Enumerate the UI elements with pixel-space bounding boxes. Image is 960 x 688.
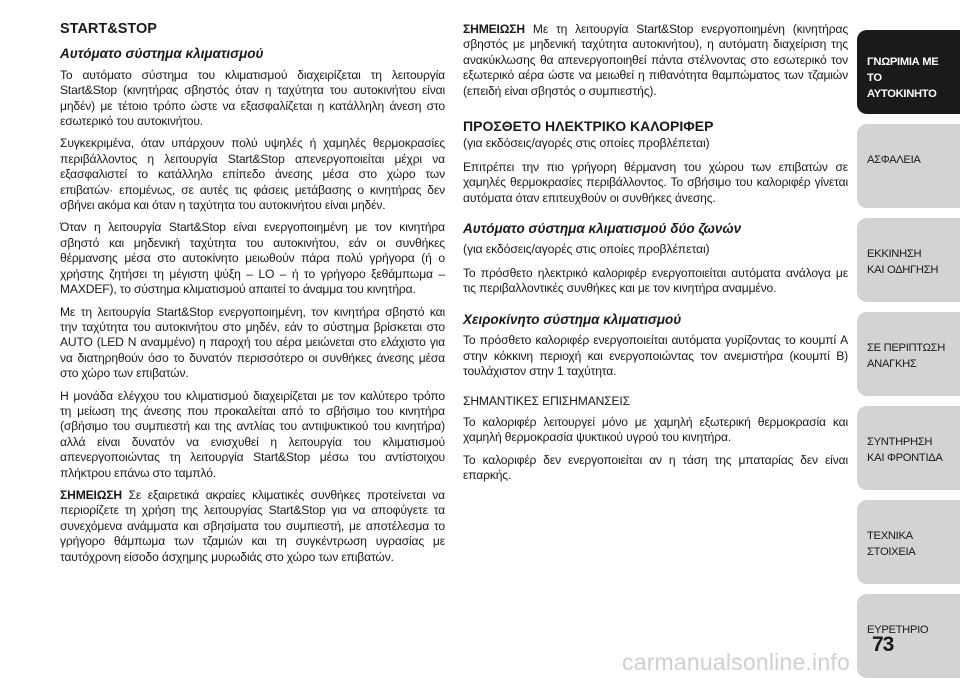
- tab-label: ΣΕ ΠΕΡΙΠΤΩΣΗ: [867, 342, 946, 354]
- right-column: [463, 22, 848, 490]
- tab-label: ΣΤΟΙΧΕΙΑ: [867, 546, 916, 558]
- important-note-item: Το καλοριφέρ δεν ενεργοποιείται αν η τάση της μπαταρίας δεν είναι επαρκής.: [463, 452, 848, 482]
- tab-starting-driving[interactable]: [857, 218, 960, 302]
- section-availability-note: (για εκδόσεις/αγορές στις οποίες προβλέπεται): [463, 136, 710, 151]
- tab-safety[interactable]: [857, 124, 960, 208]
- body-paragraph: Το πρόσθετο καλοριφέρ ενεργοποιείται αυτόματα γυρίζοντας το κουμπί A στην κόκκινη περιοχή και ενεργοποιώντας τον ανεμιστήρα (κουμπί B) τουλάχιστον στην 1 ταχύτητα.: [463, 333, 848, 378]
- tab-maintenance-care[interactable]: [857, 406, 960, 490]
- tab-label: ΕΚΚΙΝΗΣΗ: [867, 248, 922, 260]
- body-paragraph: Με τη λειτουργία Start&Stop ενεργοποιημένη, τον κινητήρα σβηστό και την ταχύτητα του αυτοκινήτου στο μηδέν, εάν το σύστημα βρίσκεται στο AUTO (LED N αναμμένο) η παροχή του αέρα μειώνεται στο ελάχιστο για να διατηρηθούν όσο το δυνατόν περισσότερο οι συνθήκες άνεσης μέσα στο χώρο των επιβατών.: [60, 304, 445, 381]
- tab-label: ΑΥΤΟΚΙΝΗΤΟ: [867, 88, 937, 100]
- page-number: 73: [872, 633, 894, 656]
- section-subheading: Χειροκίνητο σύστημα κλιματισμού: [463, 311, 682, 327]
- note-paragraph: [463, 22, 848, 99]
- tab-label: ΚΑΙ ΟΔΗΓΗΣΗ: [867, 264, 939, 276]
- note-label: ΣΗΜΕΙΩΣΗ: [463, 22, 525, 36]
- tab-label: ΣΥΝΤΗΡΗΣΗ: [867, 436, 933, 448]
- body-paragraph: Όταν η λειτουργία Start&Stop είναι ενεργοποιημένη με τον κινητήρα σβηστό και μηδενική ταχύτητα του αυτοκινήτου, εάν οι συνθήκες θέρμανσης μέσα στο αυτοκίνητο μειωθούν πάρα πολύ γρήγορα (ή ο χρήστης ζητήσει τη μέγιστη ψύξη – LO – ή το γρήγορο ξεθάμπωμα – MAXDEF), το σύστημα κλιματισμού απαιτεί το άναμμα του κινητήρα.: [60, 220, 445, 297]
- note-text: Σε εξαιρετικά ακραίες κλιματικές συνθήκες προτείνεται να περιορίζετε τη χρήση της λειτουργίας Start&Stop για να αποφύγετε τα συνεχόμενα ανάμματα και σβησίματα του συμπιεστή, με αποτέλεσμα το γρήγορο θάμπωμα των τζαμιών και τη συγκέντρωση υγρασίας με ταυτόχρονη είσοδο άσχημης μυρωδιάς στο χώρο των επιβατών.: [60, 487, 445, 564]
- chapter-tabs: [857, 30, 960, 688]
- section-subheading: Αυτόματο σύστημα κλιματισμού: [60, 46, 264, 62]
- body-paragraph: Συγκεκριμένα, όταν υπάρχουν πολύ υψηλές ή χαμηλές θερμοκρασίες περιβάλλοντος η λειτουργία Start&Stop απενεργοποιείται μέχρι να εξασφαλιστεί το κατάλληλο επίπεδο άνεσης μέσα στο χώρο των επιβατών· επομένως, σε αυτές τις φάσεις μετάβασης ο κινητήρας δεν σβήνει ακόμα και όταν η ταχύτητα του αυτοκινήτου είναι μηδέν.: [60, 136, 445, 213]
- section-heading: START&STOP: [60, 21, 157, 37]
- section-heading: ΠΡΟΣΘΕΤΟ ΗΛΕΚΤΡΙΚΟ ΚΑΛΟΡΙΦΕΡ: [463, 118, 714, 135]
- body-paragraph: Η μονάδα ελέγχου του κλιματισμού διαχειρίζεται με τον καλύτερο τρόπο τη μείωση της άνεσης που προκαλείται από το σβήσιμο του κινητήρα (σβήσιμο του συμπιεστή και της αντλίας του αντιψυκτικού του κινητήρα) αλλά είναι δυνατόν να ενισχυθεί η λειτουργία του κλιματισμού απενεργοποιώντας τη λειτουργία Start&Stop μέσω του αντίστοιχου πλήκτρου επάνω στο ταμπλό.: [60, 388, 445, 480]
- note-label: ΣΗΜΕΙΩΣΗ: [60, 487, 122, 502]
- tab-label: ΤΕΧΝΙΚΑ: [867, 530, 913, 542]
- tab-label: ΑΣΦΑΛΕΙΑ: [867, 154, 921, 166]
- tab-getting-to-know-vehicle[interactable]: [857, 30, 960, 114]
- body-paragraph: Επιτρέπει την πιο γρήγορη θέρμανση του χώρου των επιβατών σε χαμηλές θερμοκρασίες περιβάλλοντος. Το σβήσιμο του καλοριφέρ γίνεται αυτόματα όταν επιτευχθούν οι συνθήκες άνεσης.: [463, 159, 848, 205]
- tab-label: ΓΝΩΡΙΜΙΑ ΜΕ ΤΟ: [867, 56, 939, 84]
- important-notes-label: ΣΗΜΑΝΤΙΚΕΣ ΕΠΙΣΗΜΑΝΣΕΙΣ: [463, 394, 630, 409]
- section-subheading: Αυτόματο σύστημα κλιματισμού δύο ζωνών: [463, 221, 742, 237]
- tab-emergency[interactable]: [857, 312, 960, 396]
- note-text: Με τη λειτουργία Start&Stop ενεργοποιημένη (κινητήρας σβηστός με μηδενική ταχύτητα αυτοκινήτου), η αυτόματη διαχείριση της ανακύκλωσης θα απενεργοποιηθεί πάντα στέλνοντας στο εσωτερικό τον εξωτερικό αέρα ώστε να μειωθεί η πιθανότητα θαμπώματος των τζαμιών (επειδή είναι σβηστός ο συμπιεστής).: [463, 22, 848, 98]
- body-paragraph: Το πρόσθετο ηλεκτρικό καλοριφέρ ενεργοποιείται αυτόματα ανάλογα με τις περιβαλλοντικές συνθήκες και με τον κινητήρα αναμμένο.: [463, 265, 848, 296]
- left-column: [60, 22, 445, 572]
- important-note-item: Το καλοριφέρ λειτουργεί μόνο με χαμηλή εξωτερική θερμοκρασία και χαμηλή θερμοκρασία ψυκτικού υγρού του κινητήρα.: [463, 414, 848, 445]
- tab-label: ΕΥΡΕΤΗΡΙΟ: [867, 624, 929, 636]
- body-paragraph: Το αυτόματο σύστημα του κλιματισμού διαχειρίζεται τη λειτουργία Start&Stop (κινητήρας σβηστός όταν η ταχύτητα του αυτοκινήτου είναι μηδέν) με τέτοιο τρόπο ώστε να εξασφαλίζεται η κατάλληλη άνεση στο εσωτερικό του αυτοκινήτου.: [60, 67, 445, 129]
- note-paragraph: [60, 488, 445, 565]
- section-availability-note: (για εκδόσεις/αγορές στις οποίες προβλέπεται): [463, 242, 710, 257]
- tab-label: ΚΑΙ ΦΡΟΝΤΙΔΑ: [867, 452, 943, 464]
- tab-technical-data[interactable]: [857, 500, 960, 584]
- watermark: carmanualsonline.info: [622, 649, 850, 675]
- tab-label: ΑΝΑΓΚΗΣ: [867, 358, 917, 370]
